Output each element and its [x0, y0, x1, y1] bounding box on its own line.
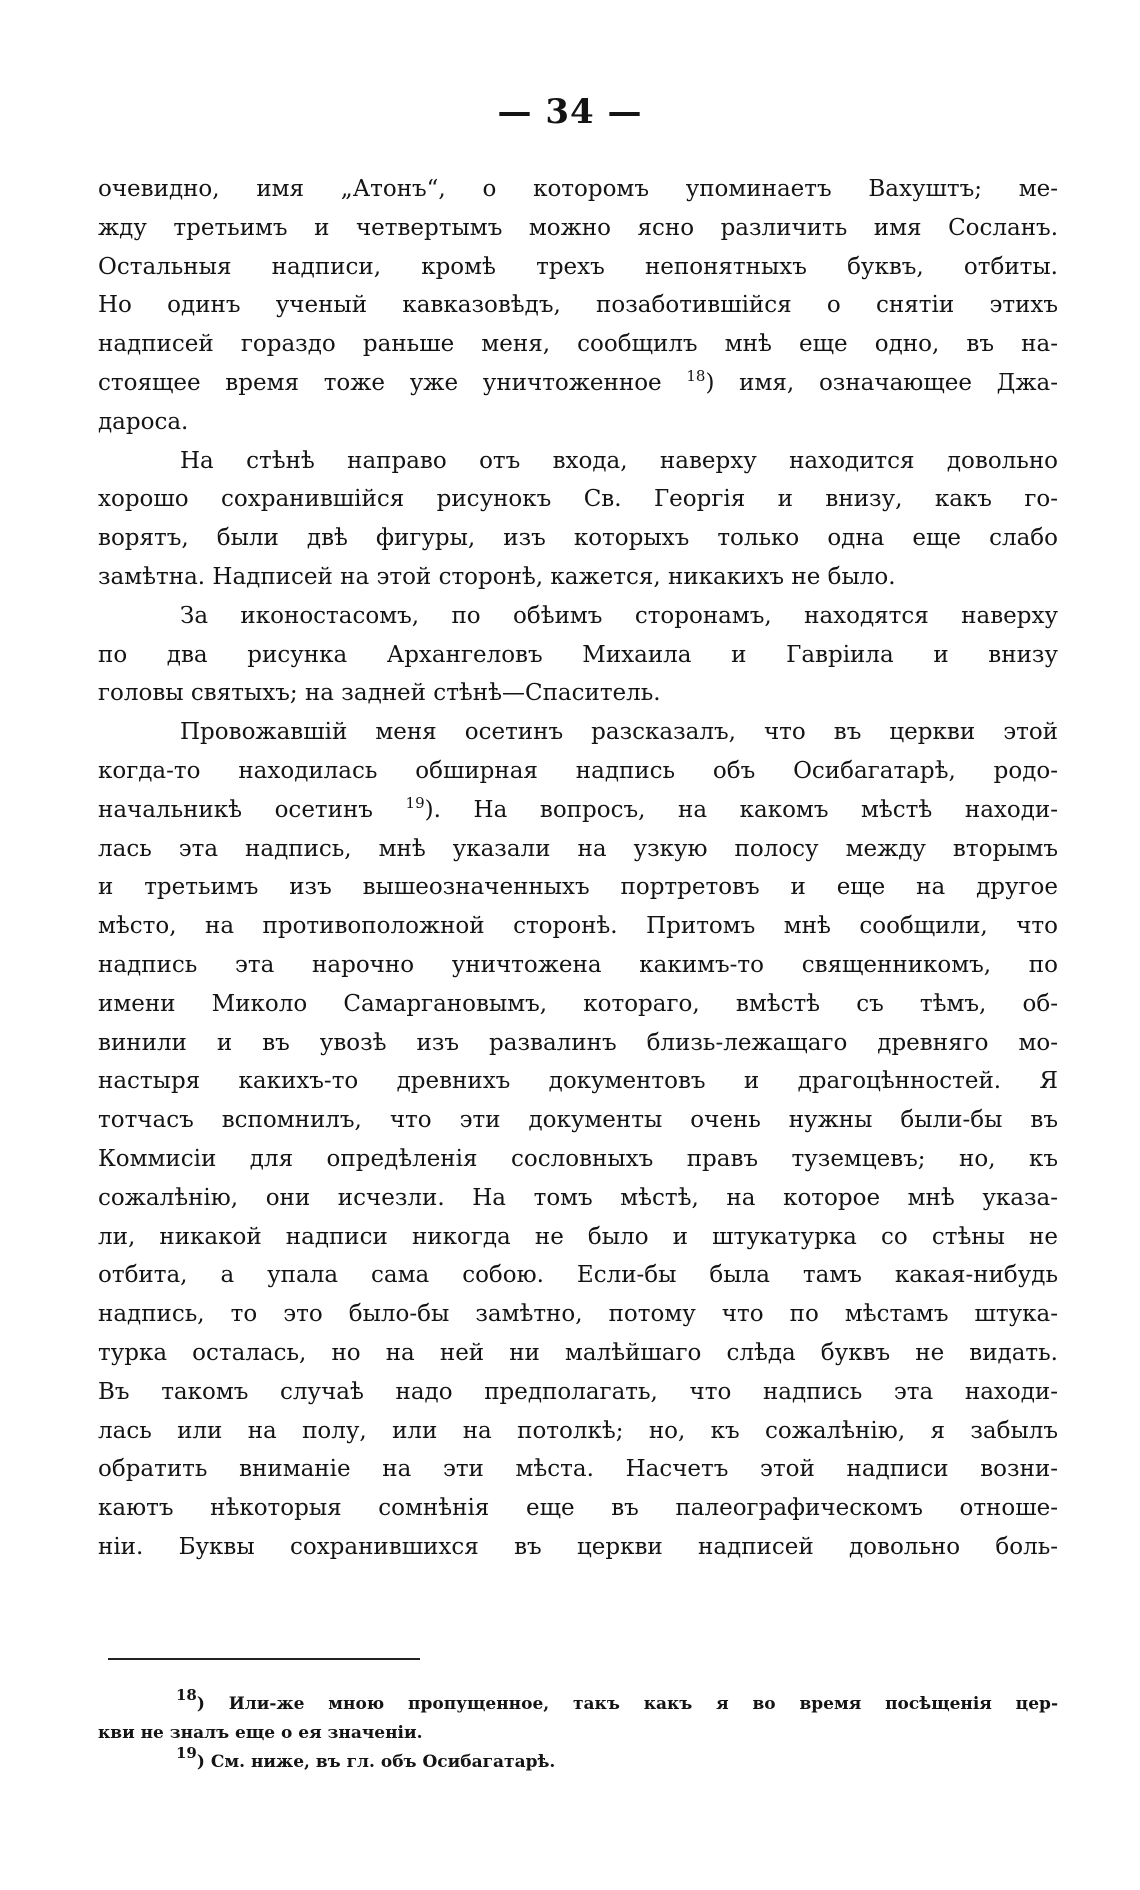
- footnote-text: ) См. ниже, въ гл. объ Осибагатарѣ.: [196, 1752, 556, 1772]
- text-line: Но одинъ ученый кавказовѣдъ, позаботившійся о снятіи этихъ: [98, 292, 1058, 319]
- text-line: настыря какихъ-то древнихъ документовъ и драгоцѣнностей. Я: [98, 1068, 1058, 1095]
- text-line: мѣсто, на противоположной сторонѣ. Притомъ мнѣ сообщили, что: [98, 913, 1058, 940]
- text-line: дароса.: [98, 408, 189, 435]
- text-line: замѣтна. Надписей на этой сторонѣ, кажется, никакихъ не было.: [98, 563, 896, 590]
- footnote-divider: [108, 1658, 420, 1660]
- text-line: Провожавшій меня осетинъ разсказалъ, что въ церкви этой: [180, 719, 1058, 746]
- text-fragment: начальникѣ осетинъ: [98, 796, 406, 823]
- footnotes: [98, 1686, 1058, 1777]
- text-line: обратить вниманіе на эти мѣста. Насчетъ этой надписи возни-: [98, 1456, 1058, 1483]
- text-line: отбита, а упала сама собою. Если-бы была тамъ какая-нибудь: [98, 1262, 1058, 1289]
- footnote-ref-19[interactable]: 19: [405, 793, 425, 812]
- text-line: Въ такомъ случаѣ надо предполагать, что надпись эта находи-: [98, 1378, 1058, 1405]
- text-line: За иконостасомъ, по обѣимъ сторонамъ, находятся наверху: [180, 602, 1058, 629]
- page-number: — 34 —: [497, 92, 643, 132]
- text-line: хорошо сохранившійся рисунокъ Св. Георгія и внизу, какъ го-: [98, 486, 1058, 513]
- footnote-marker: 19: [176, 1744, 197, 1762]
- text-line: лась или на полу, или на потолкѣ; но, къ сожалѣнію, я забылъ: [98, 1417, 1058, 1444]
- text-line: [98, 364, 1058, 403]
- text-line: турка осталась, но на ней ни малѣйшаго слѣда буквъ не видать.: [98, 1339, 1058, 1366]
- text-line: Остальныя надписи, кромѣ трехъ непонятныхъ буквъ, отбиты.: [98, 253, 1058, 280]
- footnote-18-continued: кви не зналъ еще о ея значеніи.: [98, 1723, 423, 1743]
- footnote-18: [98, 1686, 1058, 1719]
- text-line: На стѣнѣ направо отъ входа, наверху находится довольно: [180, 447, 1058, 474]
- text-fragment: ). На вопросъ, на какомъ мѣстѣ находи-: [424, 796, 1058, 823]
- text-line: головы святыхъ; на задней стѣнѣ—Спаситель.: [98, 680, 661, 707]
- text-line: ніи. Буквы сохранившихся въ церкви надписей довольно боль-: [98, 1533, 1058, 1560]
- text-line: ли, никакой надписи никогда не было и штукатурка со стѣны не: [98, 1223, 1058, 1250]
- text-line: тотчасъ вспомнилъ, что эти документы очень нужны были-бы въ: [98, 1107, 1058, 1134]
- text-line: [98, 791, 1058, 830]
- text-fragment: стоящее время тоже уже уничтоженное: [98, 369, 687, 396]
- text-line: жду третьимъ и четвертымъ можно ясно различить имя Сосланъ.: [98, 214, 1058, 241]
- text-line: каютъ нѣкоторыя сомнѣнія еще въ палеографическомъ отноше-: [98, 1495, 1058, 1522]
- text-line: ворятъ, были двѣ фигуры, изъ которыхъ только одна еще слабо: [98, 525, 1058, 552]
- footnote-marker: 18: [176, 1686, 197, 1704]
- text-line: имени Миколо Самаргановымъ, котораго, вмѣстѣ съ тѣмъ, об-: [98, 990, 1058, 1017]
- text-line: надпись, то это было-бы замѣтно, потому что по мѣстамъ штука-: [98, 1301, 1058, 1328]
- body-text: [98, 170, 1058, 1567]
- text-line: очевидно, имя „Атонъ“, о которомъ упоминаетъ Вахуштъ; ме-: [98, 176, 1058, 202]
- footnote-text: ) Или-же мною пропущенное, такъ какъ я во время посѣщенія цер-: [196, 1694, 1058, 1714]
- text-fragment: ) имя, означающее Джа-: [705, 369, 1058, 396]
- text-line: когда-то находилась обширная надпись объ Осибагатарѣ, родо-: [98, 757, 1058, 784]
- footnote-ref-18[interactable]: 18: [686, 366, 706, 385]
- footnote-19: [98, 1744, 1058, 1777]
- text-line: надпись эта нарочно уничтожена какимъ-то священникомъ, по: [98, 951, 1058, 978]
- text-line: и третьимъ изъ вышеозначенныхъ портретовъ и еще на другое: [98, 874, 1058, 901]
- text-line: надписей гораздо раньше меня, сообщилъ мнѣ еще одно, въ на-: [98, 331, 1058, 358]
- text-line: Коммисіи для опредѣленія сословныхъ правъ туземцевъ; но, къ: [98, 1145, 1058, 1172]
- text-line: винили и въ увозѣ изъ развалинъ близь-лежащаго древняго мо-: [98, 1029, 1058, 1056]
- text-line: по два рисунка Архангеловъ Михаила и Гавріила и внизу: [98, 641, 1058, 668]
- text-line: лась эта надпись, мнѣ указали на узкую полосу между вторымъ: [98, 835, 1058, 862]
- text-line: сожалѣнію, они исчезли. На томъ мѣстѣ, на которое мнѣ указа-: [98, 1184, 1058, 1211]
